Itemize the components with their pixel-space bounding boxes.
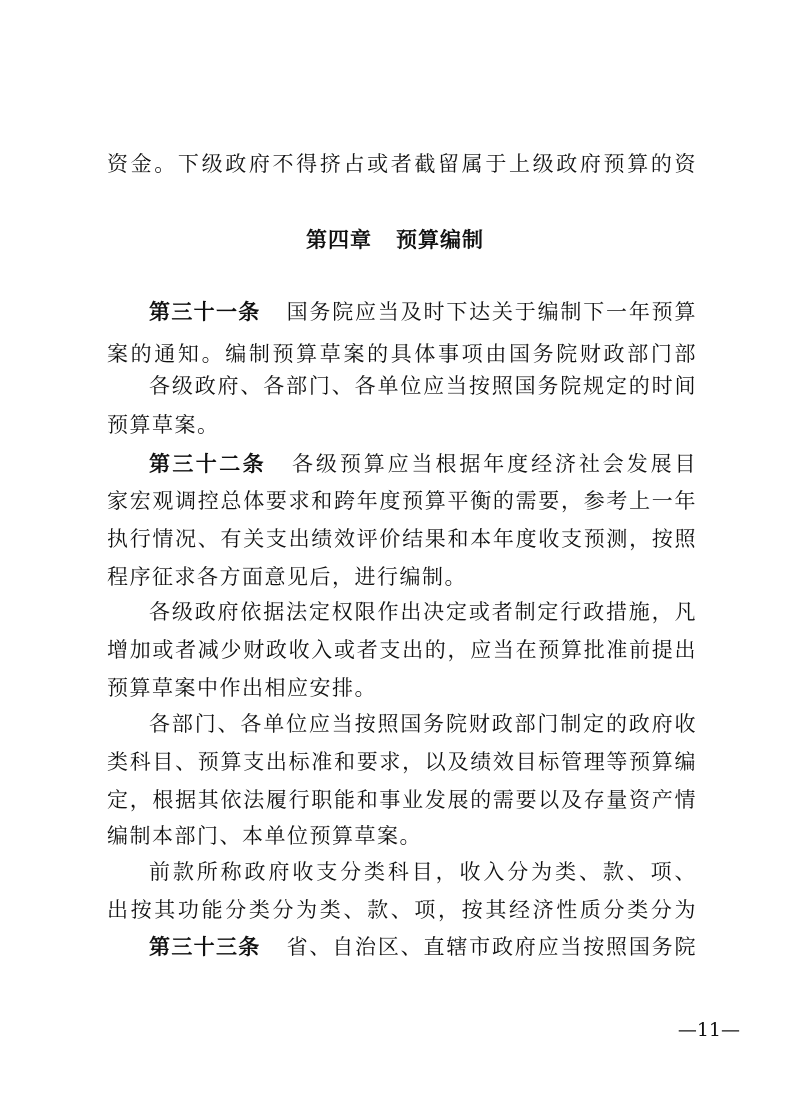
paragraph-line: 定，根据其依法履行职能和事业发展的需要以及存量资产情 [107, 788, 697, 812]
paragraph-line: 预算草案中作出相应安排。 [107, 676, 377, 700]
paragraph-line: 类科目、预算支出标准和要求，以及绩效目标管理等预算编 [107, 750, 697, 774]
article-32-first-line [149, 450, 697, 478]
paragraph-line: 编制本部门、本单位预算草案。 [107, 824, 422, 848]
paragraph-line: 预算草案。 [107, 413, 220, 437]
page-number: —11— [677, 1019, 740, 1041]
paragraph-line: 各级政府依据法定权限作出决定或者制定行政措施，凡 [149, 600, 697, 624]
article-31-number: 第三十一条 [149, 300, 261, 324]
article-32-number: 第三十二条 [149, 452, 267, 476]
article-33-first-line [149, 933, 697, 961]
paragraph-line: 程序征求各方面意见后，进行编制。 [107, 565, 467, 589]
chapter-number: 第四章 [306, 228, 372, 252]
article-33-number: 第三十三条 [149, 935, 261, 959]
paragraph-line: 各级政府、各部门、各单位应当按照国务院规定的时间 [149, 374, 697, 398]
article-31-text: 国务院应当及时下达关于编制下一年预算 [286, 300, 697, 324]
paragraph-line: 出按其功能分类分为类、款、项，按其经济性质分类分为 [107, 898, 697, 922]
paragraph-line: 增加或者减少财政收入或者支出的，应当在预算批准前提出 [107, 638, 697, 662]
paragraph-line: 家宏观调控总体要求和跨年度预算平衡的需要，参考上一年 [107, 489, 697, 513]
chapter-heading [0, 226, 790, 254]
paragraph-line: 资金。下级政府不得挤占或者截留属于上级政府预算的资 [107, 152, 697, 176]
paragraph-line: 执行情况、有关支出绩效评价结果和本年度收支预测，按照 [107, 527, 697, 551]
article-33-text: 省、自治区、直辖市政府应当按照国务院 [286, 935, 697, 959]
paragraph-line: 案的通知。编制预算草案的具体事项由国务院财政部门部 [107, 342, 697, 366]
paragraph-line: 各部门、各单位应当按照国务院财政部门制定的政府收 [149, 712, 697, 736]
article-32-text: 各级预算应当根据年度经济社会发展目 [292, 452, 697, 476]
article-31-first-line [149, 298, 697, 326]
chapter-title: 预算编制 [396, 228, 484, 252]
paragraph-line: 前款所称政府收支分类科目，收入分为类、款、项、 [149, 860, 697, 884]
